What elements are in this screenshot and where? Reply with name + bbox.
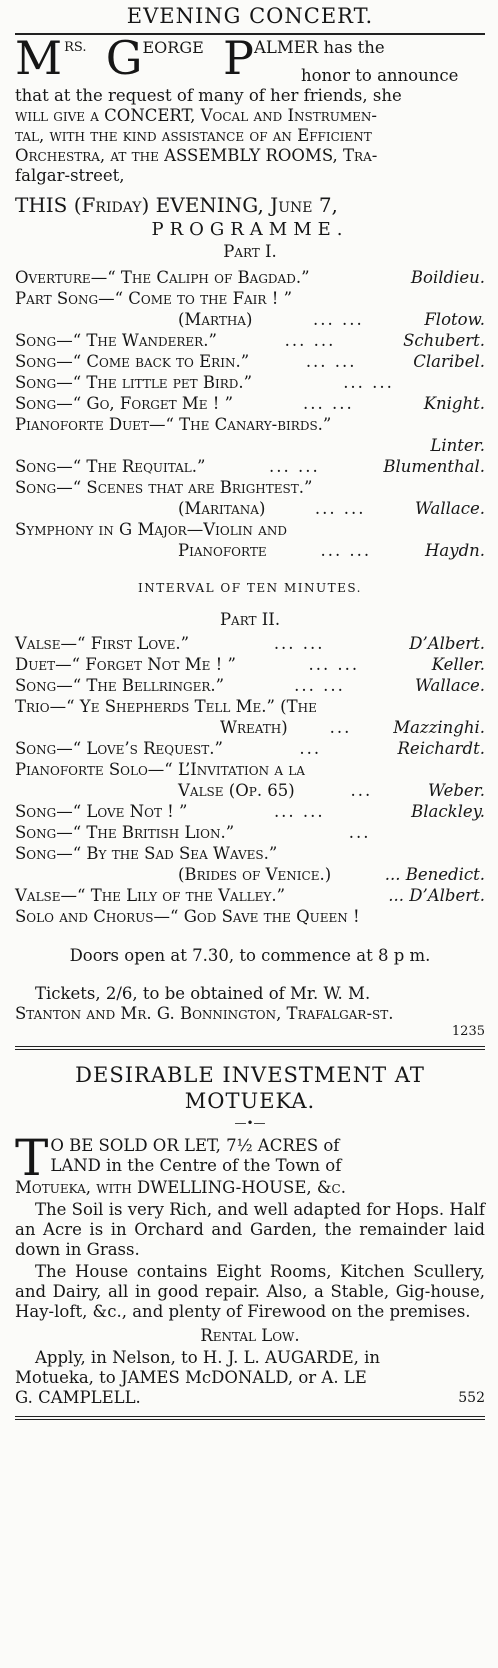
programme-piece: Part Song—“ Come to the Fair ! ”: [15, 289, 293, 308]
leader-dots: ... ...: [314, 499, 366, 518]
section-divider: [15, 1046, 485, 1050]
leader-dots: [277, 844, 485, 865]
concert-title: EVENING CONCERT.: [126, 4, 374, 28]
leader-dots: ... ...: [343, 373, 394, 392]
programme-item: [15, 331, 485, 352]
date-line: THIS (Friday) EVENING, June 7,: [15, 193, 338, 217]
leader-dots: [287, 520, 485, 541]
composer-name: D’Albert.: [409, 634, 485, 653]
ornament-separator: —•—: [234, 1116, 266, 1130]
programme-item: [15, 520, 485, 541]
programme-piece: Symphony in G Major—Violin and: [15, 520, 287, 539]
investment-opening: T O BE SOLD OR LET, 7½ ACRES of LAND in the Centre of the Town of Motueka, with DWELLING-HOUSE, &c.: [15, 1129, 346, 1197]
programme-item: [15, 541, 485, 562]
programme-piece: (Martha): [178, 310, 253, 329]
programme-item: [15, 352, 485, 373]
part-two-list: [15, 634, 485, 928]
composer-name: Schubert.: [403, 331, 485, 350]
interval-note: INTERVAL OF TEN MINUTES.: [138, 581, 362, 595]
leader-dots: ...: [350, 781, 373, 800]
programme-piece: Song—“ Come back to Erin.”: [15, 352, 250, 371]
programme-piece: Duet—“ Forget Not Me ! ”: [15, 655, 236, 674]
programme-item: [15, 718, 485, 739]
programme-piece: Song—“ The little pet Bird.”: [15, 373, 253, 392]
composer-name: Blumenthal.: [383, 457, 485, 476]
programme-item: [15, 802, 485, 823]
composer-name: Linter.: [430, 436, 485, 455]
part-two-heading: Part II.: [219, 610, 281, 629]
programme-item: [15, 739, 485, 760]
programme-item: [15, 865, 485, 886]
programme-piece: Pianoforte: [178, 541, 267, 560]
programme-heading: PROGRAMME.: [151, 219, 349, 240]
programme-piece: Song—“ The Bellringer.”: [15, 676, 225, 695]
composer-name: Knight.: [423, 394, 485, 413]
programme-piece: Trio—“ Ye Shepherds Tell Me.” (The: [15, 697, 317, 716]
apply-paragraph: Apply, in Nelson, to H. J. L. AUGARDE, in Motueka, to JAMES McDONALD, or A. LE G. CAMPLELL. 552: [15, 1348, 485, 1407]
programme-piece: Song—“ The British Lion.”: [15, 823, 235, 842]
leader-dots: ... ...: [313, 310, 364, 329]
programme-item: [15, 676, 485, 697]
programme-piece: Pianoforte Duet—“ The Canary-birds.”: [15, 415, 332, 434]
leader-dots: [312, 478, 485, 499]
drop-cap-t: T: [15, 1129, 49, 1187]
leader-dots: [15, 436, 430, 457]
programme-item: [15, 268, 485, 289]
ad-reference-number: 552: [458, 1390, 485, 1406]
programme-piece: Song—“ The Requital.”: [15, 457, 206, 476]
programme-piece: Overture—“ The Caliph of Bagdad.”: [15, 268, 310, 287]
leader-dots: ...: [299, 739, 322, 758]
programme-piece: Song—“ By the Sad Sea Waves.”: [15, 844, 278, 863]
programme-item: [15, 394, 485, 415]
programme-item: [15, 499, 485, 520]
part-one-heading: Part I.: [223, 242, 277, 261]
programme-item: [15, 436, 485, 457]
programme-piece: Wreath): [220, 718, 288, 737]
programme-piece: (Brides of Venice.): [178, 865, 332, 884]
leader-dots: [292, 289, 485, 310]
investment-title: DESIRABLE INVESTMENT AT MOTUEKA.: [75, 1063, 425, 1113]
composer-name: Reichardt.: [397, 739, 485, 758]
composer-name: Keller.: [431, 655, 485, 674]
composer-name: Claribel.: [413, 352, 485, 371]
leader-dots: ... ...: [303, 394, 354, 413]
programme-piece: Song—“ Love Not ! ”: [15, 802, 188, 821]
programme-item: [15, 634, 485, 655]
leader-dots: [317, 697, 485, 718]
leader-dots: ... ...: [294, 676, 345, 695]
programme-item: [15, 655, 485, 676]
programme-item: [15, 373, 485, 394]
programme-piece: Pianoforte Solo—“ L’Invitation a la: [15, 760, 305, 779]
composer-name: Boildieu.: [410, 268, 485, 287]
composer-name: Wallace.: [414, 499, 485, 518]
programme-piece: Valse—“ The Lily of the Valley.”: [15, 886, 286, 905]
leader-dots: [285, 886, 388, 907]
drop-cap-m: M: [15, 31, 63, 85]
house-paragraph: The House contains Eight Rooms, Kitchen Scullery, and Dairy, all in good repair. Also, a Stable, Gig-house, Hay-loft, &c., and plenty of Firewood on the premises.: [15, 1262, 485, 1321]
composer-name: Mazzinghi.: [393, 718, 485, 737]
programme-item: [15, 844, 485, 865]
programme-item: [15, 697, 485, 718]
programme-item: [15, 781, 485, 802]
leader-dots: [305, 760, 485, 781]
leader-dots: [331, 415, 485, 436]
composer-name: ... Benedict.: [384, 865, 485, 884]
programme-piece: Song—“ Scenes that are Brightest.”: [15, 478, 313, 497]
leader-dots: [310, 268, 411, 289]
programme-item: [15, 760, 485, 781]
programme-piece: Valse—“ First Love.”: [15, 634, 190, 653]
programme-item: [15, 289, 485, 310]
bottom-rule: [15, 1416, 485, 1420]
newspaper-column: [15, 0, 485, 1420]
rental-note: Rental Low.: [200, 1326, 300, 1345]
leader-dots: ...: [348, 823, 371, 842]
leader-dots: ... ...: [284, 331, 336, 350]
programme-piece: Song—“ Go, Forget Me ! ”: [15, 394, 234, 413]
leader-dots: ... ...: [308, 655, 360, 674]
leader-dots: ... ...: [269, 457, 320, 476]
concert-intro: M $^{RS.}$ GEORGE PALMER has the honor to announce that at the request of many of her friends, she will give a CONCERT, Vocal and Instrumen- tal, with the kind assistance of an Efficient Orchestra, at the ASSEMBLY ROOMS, Tra- falgar-street,: [15, 31, 459, 185]
composer-name: Blackley.: [411, 802, 485, 821]
leader-dots: ... ...: [273, 802, 325, 821]
leader-dots: [360, 907, 485, 928]
programme-item: [15, 478, 485, 499]
programme-piece: (Maritana): [178, 499, 266, 518]
leader-dots: ... ...: [273, 634, 325, 653]
composer-name: Wallace.: [414, 676, 485, 695]
composer-name: Weber.: [427, 781, 485, 800]
leader-dots: ... ...: [305, 352, 357, 371]
ad-reference-number: 1235: [451, 1024, 485, 1039]
leader-dots: ... ...: [320, 541, 372, 560]
composer-name: ... D’Albert.: [388, 886, 485, 905]
doors-note: Doors open at 7.30, to commence at 8 p m.: [69, 946, 431, 965]
programme-piece: Song—“ Love’s Request.”: [15, 739, 223, 758]
tickets-note: Tickets, 2/6, to be obtained of Mr. W. M. Stanton and Mr. G. Bonnington, Trafalgar-st. 1235: [15, 984, 485, 1039]
programme-item: [15, 823, 485, 844]
composer-name: Flotow.: [424, 310, 485, 329]
programme-item: [15, 907, 485, 928]
programme-item: [15, 415, 485, 436]
programme-item: [15, 310, 485, 331]
programme-item: [15, 457, 485, 478]
composer-name: Haydn.: [425, 541, 485, 560]
part-one-list: [15, 268, 485, 562]
programme-item: [15, 886, 485, 907]
soil-paragraph: The Soil is very Rich, and well adapted for Hops. Half an Acre is in Orchard and Garden, the remainder laid down in Grass.: [15, 1200, 485, 1259]
leader-dots: ...: [329, 718, 352, 737]
programme-piece: Valse (Op. 65): [178, 781, 295, 800]
programme-piece: Song—“ The Wanderer.”: [15, 331, 217, 350]
leader-dots: [331, 865, 385, 886]
programme-piece: Solo and Chorus—“ God Save the Queen !: [15, 907, 360, 926]
